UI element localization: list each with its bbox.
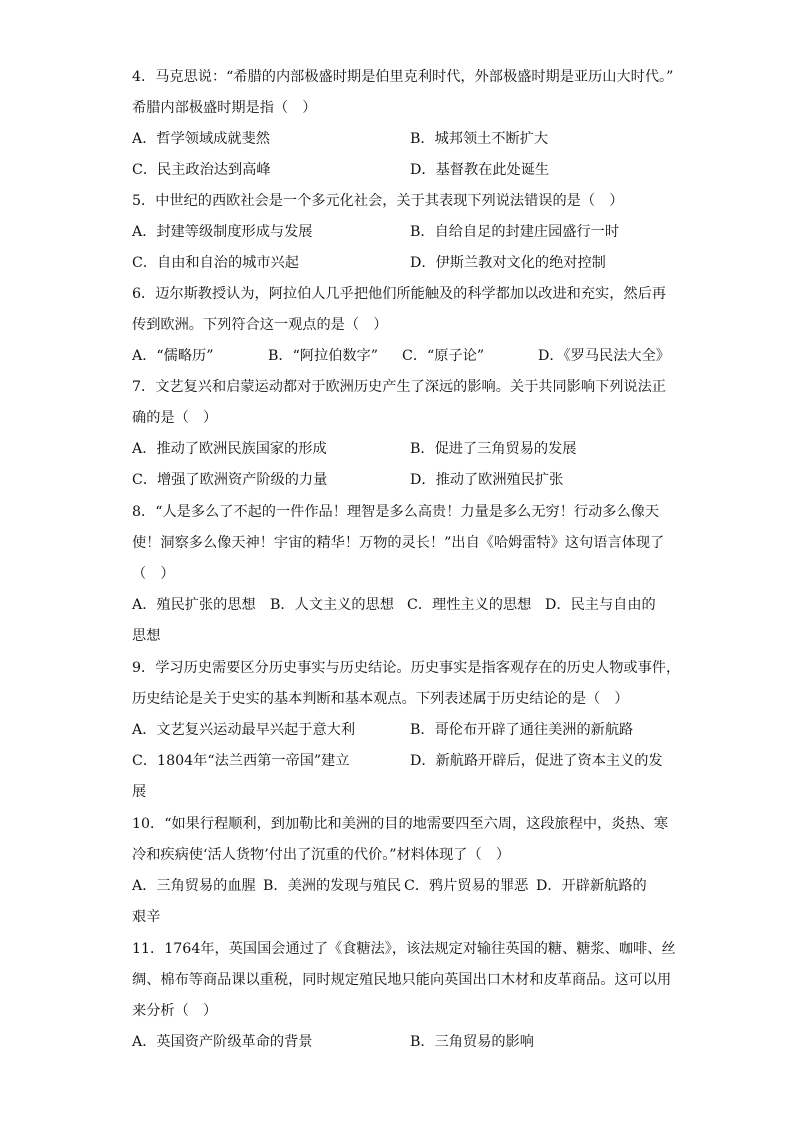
question-9-stem-line-2: 历史结论是关于史实的基本判断和基本观点。下列表述属于历史结论的是（ ） bbox=[132, 691, 629, 707]
question-10-option-d-continuation: 艰辛 bbox=[132, 909, 161, 925]
question-7-option-d: D．推动了欧洲殖民扩张 bbox=[410, 472, 564, 488]
question-5-option-c: C．自由和自治的城市兴起 bbox=[132, 255, 299, 271]
question-4-stem-line-1: 4．马克思说：“希腊的内部极盛时期是伯里克利时代，外部极盛时期是亚历山大时代。” bbox=[132, 69, 674, 85]
question-9-option-d-continuation: 展 bbox=[132, 784, 147, 800]
question-4-option-d: D．基督教在此处诞生 bbox=[410, 162, 550, 178]
question-6-option-b: B．“阿拉伯数字” bbox=[268, 348, 379, 364]
question-9-option-c: C．1804年“法兰西第一帝国”建立 bbox=[132, 753, 350, 769]
question-4-option-c: C．民主政治达到高峰 bbox=[132, 162, 271, 178]
question-7-option-b: B．促进了三角贸易的发展 bbox=[410, 441, 577, 457]
question-11-stem-line-1: 11．1764年，英国国会通过了《食糖法》，该法规定对输往英国的糖、糖浆、咖啡、丝 bbox=[132, 941, 676, 957]
question-7-stem-line-1: 7．文艺复兴和启蒙运动都对于欧洲历史产生了深远的影响。关于共同影响下列说法正 bbox=[132, 379, 666, 395]
question-6-stem-line-2: 传到欧洲。下列符合这一观点的是（ ） bbox=[132, 317, 388, 333]
question-10-stem-line-2: 冷和疾病使‘活人货物’付出了沉重的代价。”材料体现了（ ） bbox=[132, 847, 511, 863]
question-5-option-b: B．自给自足的封建庄园盛行一时 bbox=[410, 224, 620, 240]
question-9-option-d: D．新航路开辟后，促进了资本主义的发 bbox=[410, 753, 663, 769]
question-10-stem-line-1: 10．“如果行程顺利，到加勒比和美洲的目的地需要四至六周，这段旅程中，炎热、寒 bbox=[132, 816, 669, 832]
question-4-option-b: B．城邦领土不断扩大 bbox=[410, 131, 549, 147]
question-8-option-b: B．人文主义的思想 bbox=[270, 597, 394, 613]
question-8-stem-line-2: 使！洞察多么像天神！宇宙的精华！万物的灵长！”出自《哈姆雷特》这句语言体现了 bbox=[132, 535, 665, 551]
question-4-stem-line-2: 希腊内部极盛时期是指（ ） bbox=[132, 100, 317, 116]
question-8-stem-line-3: （ ） bbox=[132, 566, 175, 582]
question-5-option-d: D．伊斯兰教对文化的绝对控制 bbox=[410, 255, 606, 271]
question-6-option-d: D．《罗马民法大全》 bbox=[538, 348, 670, 364]
question-7-option-a: A．推动了欧洲民族国家的形成 bbox=[132, 441, 327, 457]
question-10-option-a: A．三角贸易的血腥 bbox=[132, 878, 256, 894]
question-11-stem-line-3: 来分析（ ） bbox=[132, 1003, 218, 1019]
question-10-option-b: B．美洲的发现与殖民 bbox=[263, 878, 402, 894]
question-11-stem-line-2: 绸、棉布等商品课以重税，同时规定殖民地只能向英国出口木材和皮革商品。这可以用 bbox=[132, 972, 672, 988]
question-8-option-a: A．殖民扩张的思想 bbox=[132, 597, 256, 613]
question-11-option-b: B．三角贸易的影响 bbox=[410, 1034, 534, 1050]
question-10-option-d: D．开辟新航路的 bbox=[536, 878, 647, 894]
question-8-option-c: C．理性主义的思想 bbox=[407, 597, 532, 613]
question-8-option-d-continuation: 思想 bbox=[132, 628, 161, 644]
question-6-option-c: C．“原子论” bbox=[402, 348, 485, 364]
question-6-option-a: A．“儒略历” bbox=[132, 348, 214, 364]
question-11-option-a: A．英国资产阶级革命的背景 bbox=[132, 1034, 313, 1050]
question-8-stem-line-1: 8．“人是多么了不起的一件作品！理智是多么高贵！力量是多么无穷！行动多么像天 bbox=[132, 504, 660, 520]
question-7-option-c: C．增强了欧洲资产阶级的力量 bbox=[132, 472, 328, 488]
question-7-stem-line-2: 确的是（ ） bbox=[132, 410, 218, 426]
question-9-option-a: A．文艺复兴运动最早兴起于意大利 bbox=[132, 722, 356, 738]
question-6-stem-line-1: 6．迈尔斯教授认为，阿拉伯人几乎把他们所能触及的科学都加以改进和充实，然后再 bbox=[132, 286, 666, 302]
question-5-stem-line-1: 5．中世纪的西欧社会是一个多元化社会，关于其表现下列说法错误的是（ ） bbox=[132, 193, 624, 209]
question-10-option-c: C．鸦片贸易的罪恶 bbox=[404, 878, 529, 894]
question-9-stem-line-1: 9．学习历史需要区分历史事实与历史结论。历史事实是指客观存在的历史人物或事件， bbox=[132, 660, 681, 676]
question-4-option-a: A．哲学领域成就斐然 bbox=[132, 131, 270, 147]
question-9-option-b: B．哥伦布开辟了通往美洲的新航路 bbox=[410, 722, 634, 738]
question-5-option-a: A．封建等级制度形成与发展 bbox=[132, 224, 313, 240]
question-8-option-d: D．民主与自由的 bbox=[545, 597, 656, 613]
